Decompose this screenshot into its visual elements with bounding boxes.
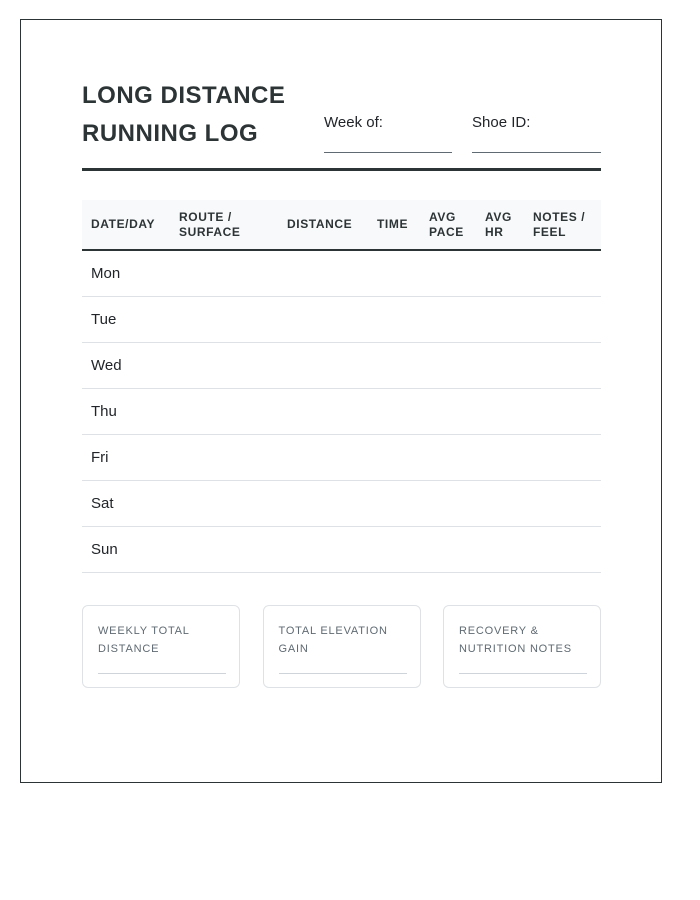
day-label-thu: Thu (82, 388, 170, 434)
entry-cell[interactable] (476, 342, 524, 388)
summary-boxes (82, 605, 601, 688)
day-label-mon: Mon (82, 250, 170, 296)
entry-cell[interactable] (524, 434, 601, 480)
entry-cell[interactable] (420, 250, 476, 296)
entry-cell[interactable] (476, 296, 524, 342)
entry-cell[interactable] (476, 526, 524, 572)
summary-box-total-elevation-gain (263, 605, 421, 688)
page-title-line2: RUNNING LOG (82, 120, 259, 147)
entry-cell[interactable] (278, 526, 368, 572)
entry-cell[interactable] (170, 388, 278, 434)
summary-box-weekly-total-distance (82, 605, 240, 688)
page-header (82, 77, 601, 153)
entry-cell[interactable] (420, 296, 476, 342)
weekly-total-distance-input-line[interactable] (98, 673, 226, 674)
col-header-distance: DISTANCE (278, 200, 368, 250)
entry-cell[interactable] (420, 526, 476, 572)
entry-cell[interactable] (278, 480, 368, 526)
shoe-id-field (472, 113, 601, 153)
col-header-date-day: DATE/DAY (82, 200, 170, 250)
entry-cell[interactable] (524, 342, 601, 388)
day-label-fri: Fri (82, 434, 170, 480)
table-row-mon (82, 250, 601, 296)
week-of-field (324, 113, 452, 153)
entry-cell[interactable] (368, 296, 420, 342)
entry-cell[interactable] (524, 388, 601, 434)
entry-cell[interactable] (368, 342, 420, 388)
entry-cell[interactable] (368, 250, 420, 296)
col-header-notes-feel: NOTES / FEEL (524, 200, 601, 250)
summary-box-recovery-nutrition-notes (443, 605, 601, 688)
page-title-line1: LONG DISTANCE (82, 82, 286, 109)
day-label-sat: Sat (82, 480, 170, 526)
entry-cell[interactable] (170, 342, 278, 388)
entry-cell[interactable] (170, 296, 278, 342)
entry-cell[interactable] (170, 250, 278, 296)
table-header (82, 200, 601, 250)
week-of-label: Week of: (324, 114, 383, 131)
entry-cell[interactable] (278, 250, 368, 296)
total-elevation-gain-input-line[interactable] (279, 673, 407, 674)
table-row-wed (82, 342, 601, 388)
day-label-wed: Wed (82, 342, 170, 388)
table-row-fri (82, 434, 601, 480)
header-divider (82, 168, 601, 171)
week-of-input-line[interactable] (324, 152, 452, 153)
entry-cell[interactable] (476, 480, 524, 526)
entry-cell[interactable] (476, 250, 524, 296)
day-label-sun: Sun (82, 526, 170, 572)
col-header-time: TIME (368, 200, 420, 250)
entry-cell[interactable] (368, 526, 420, 572)
shoe-id-input-line[interactable] (472, 152, 601, 153)
entry-cell[interactable] (420, 434, 476, 480)
running-log-sheet (20, 19, 662, 783)
entry-cell[interactable] (476, 388, 524, 434)
entry-cell[interactable] (170, 480, 278, 526)
entry-cell[interactable] (278, 388, 368, 434)
running-log-table (82, 200, 601, 573)
weekly-total-distance-label: WEEKLY TOTAL DISTANCE (98, 624, 190, 655)
entry-cell[interactable] (170, 526, 278, 572)
entry-cell[interactable] (278, 434, 368, 480)
entry-cell[interactable] (170, 434, 278, 480)
entry-cell[interactable] (524, 250, 601, 296)
page-title (82, 77, 324, 153)
table-row-sun (82, 526, 601, 572)
recovery-nutrition-notes-label: RECOVERY & NUTRITION NOTES (459, 624, 572, 655)
entry-cell[interactable] (368, 480, 420, 526)
entry-cell[interactable] (368, 434, 420, 480)
entry-cell[interactable] (524, 526, 601, 572)
total-elevation-gain-label: TOTAL ELEVATION GAIN (278, 624, 388, 655)
recovery-nutrition-notes-input-line[interactable] (459, 673, 587, 674)
shoe-id-label: Shoe ID: (472, 114, 531, 131)
entry-cell[interactable] (524, 480, 601, 526)
col-header-route-surface: ROUTE / SURFACE (170, 200, 278, 250)
entry-cell[interactable] (524, 296, 601, 342)
entry-cell[interactable] (476, 434, 524, 480)
table-row-sat (82, 480, 601, 526)
col-header-avg-pace: AVG PACE (420, 200, 476, 250)
day-label-tue: Tue (82, 296, 170, 342)
entry-cell[interactable] (278, 296, 368, 342)
entry-cell[interactable] (278, 342, 368, 388)
entry-cell[interactable] (368, 388, 420, 434)
entry-cell[interactable] (420, 388, 476, 434)
table-row-thu (82, 388, 601, 434)
table-row-tue (82, 296, 601, 342)
entry-cell[interactable] (420, 342, 476, 388)
entry-cell[interactable] (420, 480, 476, 526)
col-header-avg-hr: AVG HR (476, 200, 524, 250)
